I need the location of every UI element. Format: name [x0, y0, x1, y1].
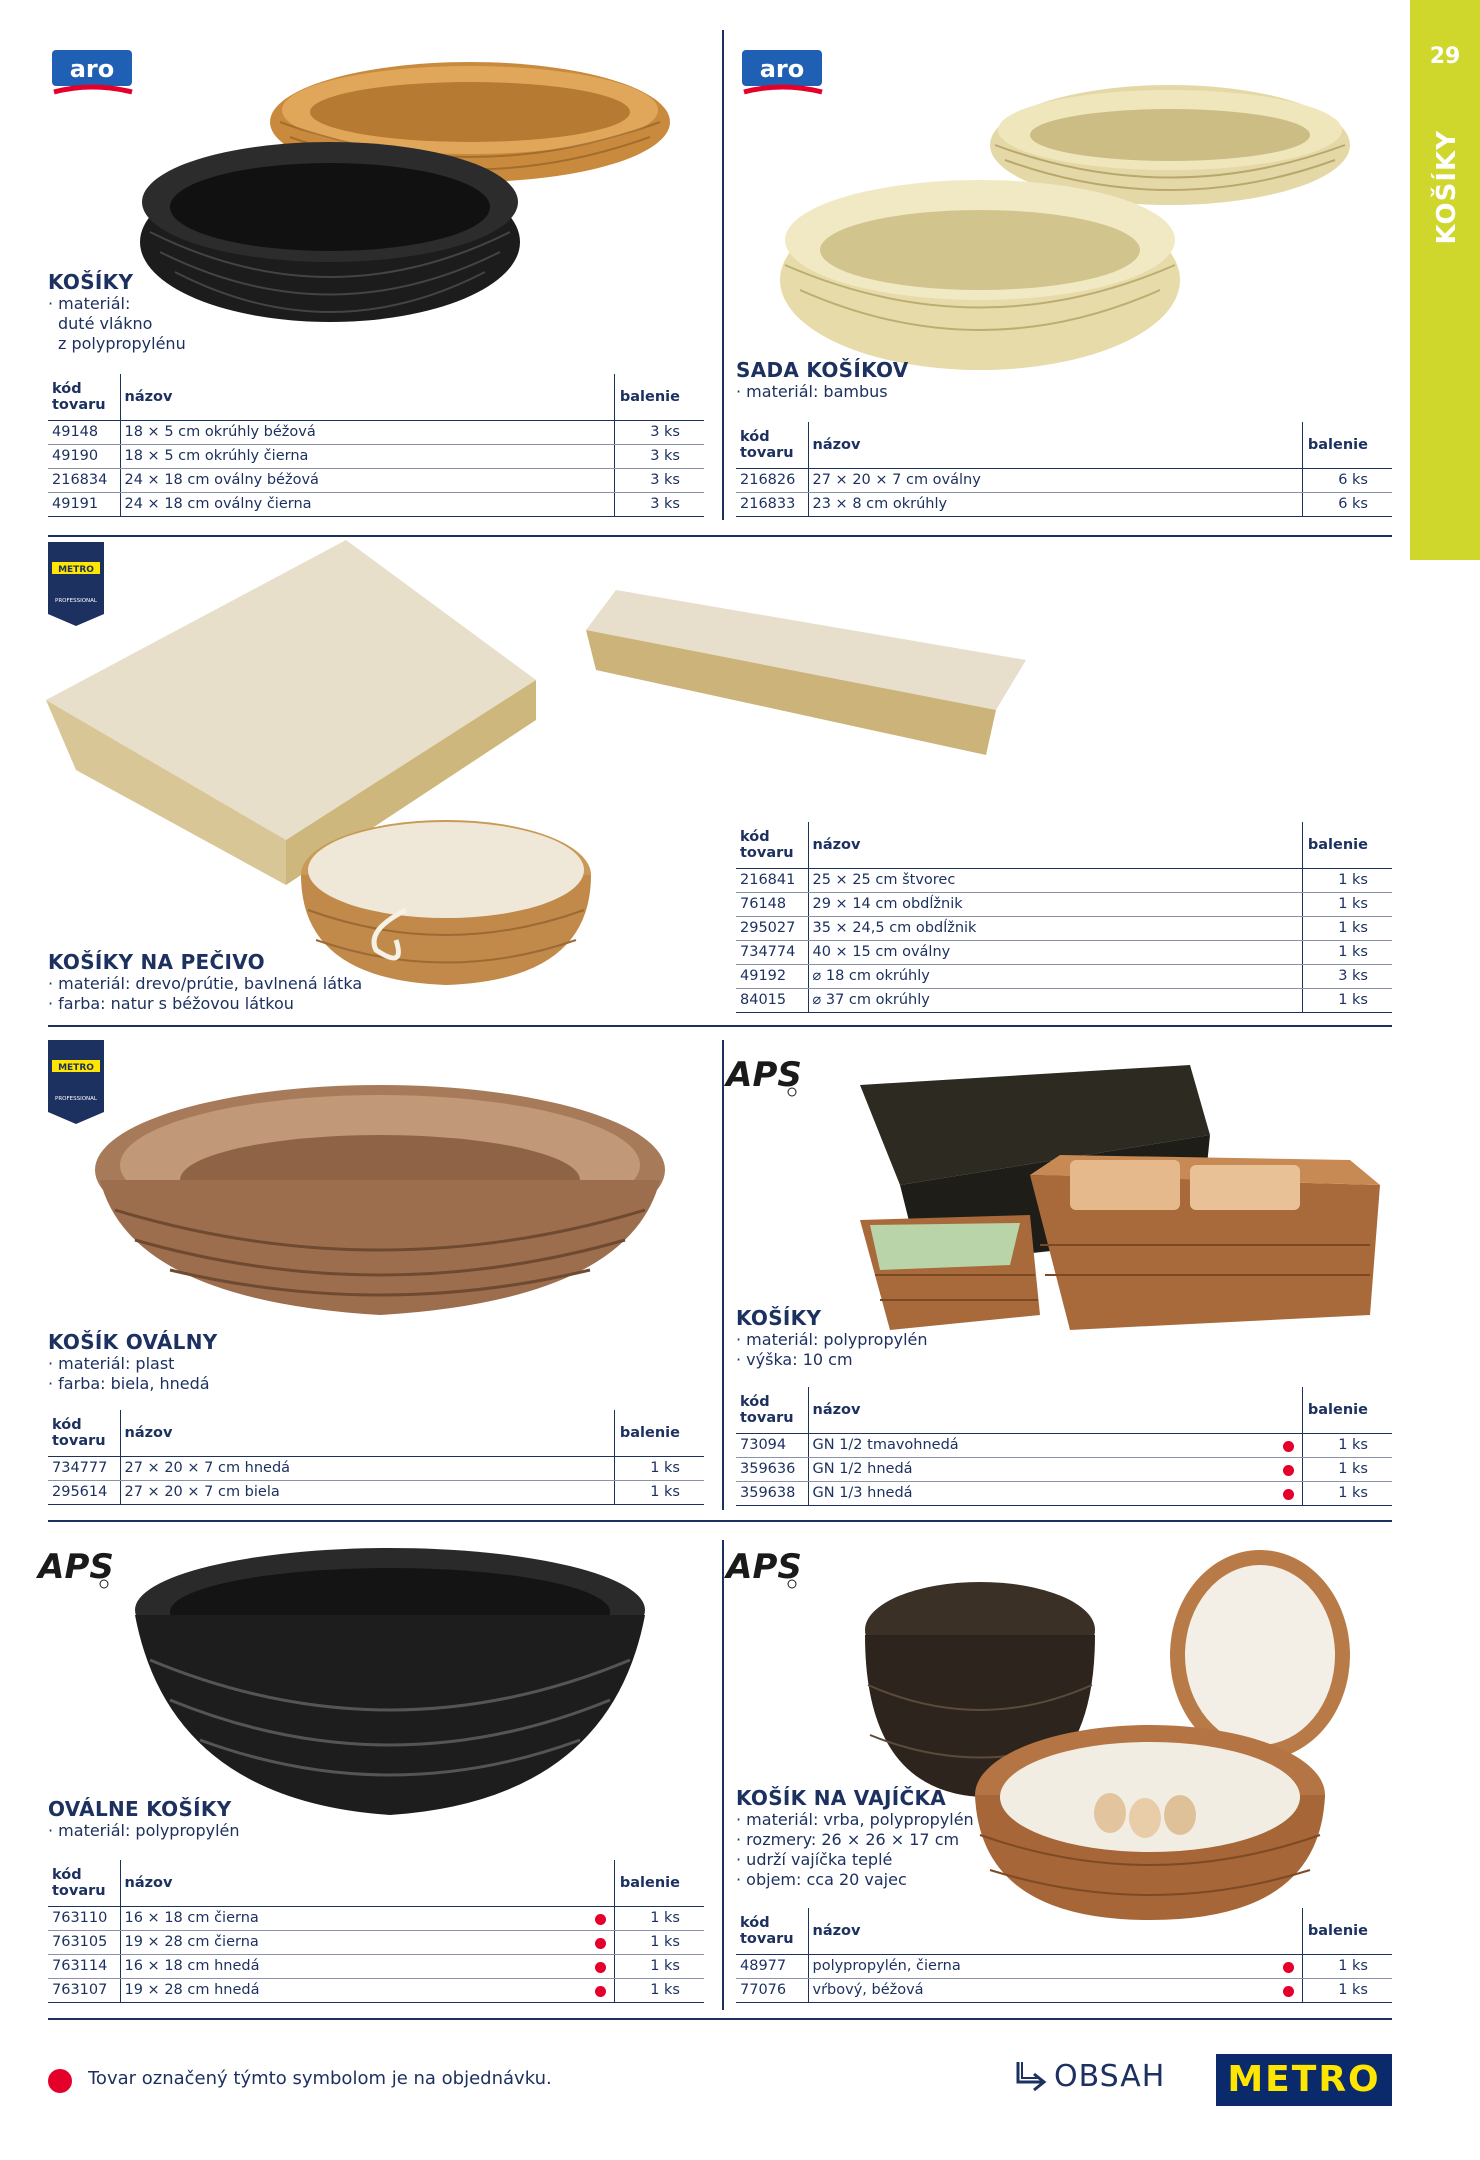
product-pack: 6 ks [1302, 492, 1392, 516]
column-header-pack: balenie [614, 1860, 704, 1906]
feature-line: · výška: 10 cm [736, 1350, 853, 1369]
product-code: 295027 [736, 916, 808, 940]
product-title: KOŠÍKY [736, 1306, 822, 1330]
product-code: 73094 [736, 1433, 808, 1457]
feature-line: · materiál: polypropylén [736, 1330, 928, 1349]
order-legend: Tovar označený týmto symbolom je na objednávku. [88, 2068, 552, 2089]
product-code: 84015 [736, 988, 808, 1012]
svg-text:aro: aro [759, 55, 805, 83]
product-pack: 3 ks [614, 468, 704, 492]
product-pack: 3 ks [614, 492, 704, 516]
feature-line: · farba: natur s béžovou látkou [48, 994, 294, 1013]
order-only-icon [595, 1986, 606, 1997]
product-code: 49148 [48, 420, 120, 444]
order-only-icon [1283, 1441, 1294, 1452]
aps-logo [726, 1532, 802, 1592]
feature-line: · farba: biela, hnedá [48, 1374, 210, 1393]
product-name-text: polypropylén, čierna [812, 1958, 961, 1974]
aps-logo [726, 1040, 802, 1100]
product-code: 763114 [48, 1954, 120, 1978]
product-pack: 1 ks [1302, 1954, 1392, 1978]
product-title: KOŠÍK OVÁLNY [48, 1330, 218, 1354]
product-pack: 3 ks [614, 444, 704, 468]
product-pack: 1 ks [1302, 1457, 1392, 1481]
product-title: KOŠÍK NA VAJÍČKA [736, 1786, 947, 1810]
product-name: 35 × 24,5 cm obdĺžnik [808, 916, 1302, 940]
product-code: 359636 [736, 1457, 808, 1481]
product-table [736, 822, 1392, 1013]
product-code: 49191 [48, 492, 120, 516]
column-divider [722, 1540, 724, 2010]
feature-line: · rozmery: 26 × 26 × 17 cm [736, 1830, 960, 1849]
feature-line: duté vlákno [58, 314, 153, 333]
table-row [48, 1978, 704, 2002]
table-row [736, 468, 1392, 492]
table-row [736, 492, 1392, 516]
product-code: 216833 [736, 492, 808, 516]
table-row [736, 940, 1392, 964]
product-name [808, 1954, 1302, 1978]
feature-line: · materiál: polypropylén [48, 1821, 240, 1840]
product-name-text: vŕbový, béžová [812, 1982, 924, 1998]
product-features [48, 1354, 210, 1394]
product-pack: 1 ks [614, 1978, 704, 2002]
order-only-icon [595, 1938, 606, 1949]
product-code: 76148 [736, 892, 808, 916]
order-only-icon [1283, 1986, 1294, 1997]
table-row [736, 1457, 1392, 1481]
feature-line: · materiál: drevo/prútie, bavlnená látka [48, 974, 363, 993]
product-name [120, 1906, 614, 1930]
product-name-text: GN 1/3 hnedá [812, 1485, 913, 1501]
row-divider [48, 535, 1392, 537]
svg-text:APS: APS [38, 1547, 114, 1587]
product-name: 18 × 5 cm okrúhly čierna [120, 444, 614, 468]
product-pack: 1 ks [1302, 1481, 1392, 1505]
product-features [736, 1330, 928, 1370]
product-pack: 1 ks [614, 1930, 704, 1954]
product-pack: 1 ks [614, 1906, 704, 1930]
svg-text:METRO: METRO [58, 1063, 94, 1073]
product-name: 23 × 8 cm okrúhly [808, 492, 1302, 516]
page-number: 29 [1429, 44, 1461, 69]
product-code: 48977 [736, 1954, 808, 1978]
column-header-pack: balenie [1302, 822, 1392, 868]
product-code: 216841 [736, 868, 808, 892]
column-header-name: názov [808, 422, 1302, 468]
product-name: ⌀ 37 cm okrúhly [808, 988, 1302, 1012]
product-name: 24 × 18 cm oválny čierna [120, 492, 614, 516]
product-name-text: 16 × 18 cm hnedá [124, 1958, 260, 1974]
product-name: 27 × 20 × 7 cm biela [120, 1480, 614, 1504]
table-row [48, 468, 704, 492]
table-row [736, 1433, 1392, 1457]
product-name [120, 1930, 614, 1954]
product-name [120, 1954, 614, 1978]
product-features [48, 1821, 240, 1841]
product-code: 763105 [48, 1930, 120, 1954]
column-header-name: názov [120, 374, 614, 420]
product-features [48, 974, 362, 1014]
row-divider [48, 1025, 1392, 1027]
column-header-code: kód tovaru [736, 422, 808, 468]
product-title: KOŠÍKY NA PEČIVO [48, 950, 265, 974]
product-table [736, 1908, 1392, 2003]
order-only-icon [1283, 1465, 1294, 1476]
product-pack: 1 ks [614, 1456, 704, 1480]
product-table [736, 1387, 1392, 1506]
order-only-icon [595, 1962, 606, 1973]
column-header-name: názov [808, 1908, 1302, 1954]
aps-logo [38, 1532, 114, 1592]
product-name [808, 1481, 1302, 1505]
product-name: 18 × 5 cm okrúhly béžová [120, 420, 614, 444]
column-header-code: kód tovaru [736, 822, 808, 868]
product-pack: 3 ks [1302, 964, 1392, 988]
section-tab [1410, 0, 1480, 560]
return-arrow-icon [1012, 2056, 1052, 2096]
svg-text:PROFESSIONAL: PROFESSIONAL [55, 598, 97, 604]
product-name [808, 1978, 1302, 2002]
svg-text:METRO: METRO [58, 565, 94, 575]
contents-link-label: OBSAH [1054, 2058, 1166, 2094]
product-code: 734777 [48, 1456, 120, 1480]
product-pack: 1 ks [1302, 1978, 1392, 2002]
contents-link[interactable] [1012, 2056, 1165, 2096]
product-features [736, 382, 888, 402]
table-row [736, 964, 1392, 988]
product-code: 77076 [736, 1978, 808, 2002]
feature-line: · materiál: plast [48, 1354, 175, 1373]
product-image-oval-black-baskets [130, 1540, 650, 1820]
product-pack: 6 ks [1302, 468, 1392, 492]
table-row [736, 1481, 1392, 1505]
product-name: ⌀ 18 cm okrúhly [808, 964, 1302, 988]
product-name-text: 16 × 18 cm čierna [124, 1910, 259, 1926]
product-name [808, 1433, 1302, 1457]
product-code: 763110 [48, 1906, 120, 1930]
product-title: OVÁLNE KOŠÍKY [48, 1797, 232, 1821]
table-row [736, 916, 1392, 940]
table-row [48, 492, 704, 516]
column-divider [722, 1040, 724, 1510]
product-pack: 1 ks [1302, 892, 1392, 916]
column-header-name: názov [120, 1410, 614, 1456]
product-name: 24 × 18 cm oválny béžová [120, 468, 614, 492]
product-name: 27 × 20 × 7 cm oválny [808, 468, 1302, 492]
product-code: 216826 [736, 468, 808, 492]
feature-line: · materiál: bambus [736, 382, 888, 401]
table-row [48, 1954, 704, 1978]
column-divider [722, 30, 724, 520]
product-table [736, 422, 1392, 517]
table-row [48, 420, 704, 444]
feature-line: · objem: cca 20 vajec [736, 1870, 907, 1889]
product-pack: 1 ks [1302, 1433, 1392, 1457]
column-header-code: kód tovaru [48, 1410, 120, 1456]
feature-line: · materiál: vrba, polypropylén [736, 1810, 974, 1829]
product-pack: 1 ks [1302, 940, 1392, 964]
product-name-text: 19 × 28 cm hnedá [124, 1982, 260, 1998]
product-code: 295614 [48, 1480, 120, 1504]
row-divider [48, 2018, 1392, 2020]
column-header-code: kód tovaru [736, 1387, 808, 1433]
product-code: 49190 [48, 444, 120, 468]
product-pack: 1 ks [614, 1480, 704, 1504]
column-header-code: kód tovaru [48, 374, 120, 420]
product-code: 49192 [736, 964, 808, 988]
metro-logo-text: METRO [1227, 2059, 1381, 2100]
table-row [48, 444, 704, 468]
metro-logo [1216, 2054, 1392, 2106]
product-name: 40 × 15 cm oválny [808, 940, 1302, 964]
product-name: 25 × 25 cm štvorec [808, 868, 1302, 892]
product-name: 29 × 14 cm obdĺžnik [808, 892, 1302, 916]
product-table [48, 1860, 704, 2003]
product-pack: 1 ks [1302, 868, 1392, 892]
product-name-text: GN 1/2 hnedá [812, 1461, 913, 1477]
table-row [48, 1456, 704, 1480]
column-header-pack: balenie [1302, 1908, 1392, 1954]
table-row [736, 988, 1392, 1012]
product-pack: 1 ks [1302, 988, 1392, 1012]
feature-line: · udrží vajíčka teplé [736, 1850, 893, 1869]
table-row [48, 1480, 704, 1504]
product-features [48, 294, 186, 354]
product-image-bamboo-set [770, 50, 1350, 390]
product-table [48, 374, 704, 517]
product-name [808, 1457, 1302, 1481]
table-row [736, 892, 1392, 916]
table-row [48, 1930, 704, 1954]
product-code: 216834 [48, 468, 120, 492]
section-title: KOŠÍKY [1432, 130, 1462, 245]
svg-text:aro: aro [69, 55, 115, 83]
product-name-text: GN 1/2 tmavohnedá [812, 1437, 959, 1453]
table-row [736, 1954, 1392, 1978]
product-image-oval-basket [90, 1080, 670, 1320]
product-name [120, 1978, 614, 2002]
column-header-pack: balenie [614, 1410, 704, 1456]
column-header-code: kód tovaru [736, 1908, 808, 1954]
column-header-pack: balenie [1302, 422, 1392, 468]
column-header-name: názov [120, 1860, 614, 1906]
row-divider [48, 1520, 1392, 1522]
product-title: SADA KOŠÍKOV [736, 358, 909, 382]
product-title: KOŠÍKY [48, 270, 134, 294]
order-only-icon [1283, 1962, 1294, 1973]
svg-text:APS: APS [726, 1055, 802, 1095]
product-pack: 1 ks [1302, 916, 1392, 940]
column-header-name: názov [808, 1387, 1302, 1433]
product-name: 27 × 20 × 7 cm hnedá [120, 1456, 614, 1480]
column-header-pack: balenie [1302, 1387, 1392, 1433]
svg-text:APS: APS [726, 1547, 802, 1587]
svg-text:PROFESSIONAL: PROFESSIONAL [55, 1096, 97, 1102]
product-image-gn-baskets [860, 1045, 1390, 1335]
column-header-code: kód tovaru [48, 1860, 120, 1906]
product-code: 763107 [48, 1978, 120, 2002]
order-only-icon [48, 2069, 72, 2093]
table-row [736, 868, 1392, 892]
feature-line: · materiál: [48, 294, 131, 313]
product-name-text: 19 × 28 cm čierna [124, 1934, 259, 1950]
column-header-pack: balenie [614, 374, 704, 420]
product-pack: 1 ks [614, 1954, 704, 1978]
product-pack: 3 ks [614, 420, 704, 444]
table-row [48, 1906, 704, 1930]
product-code: 734774 [736, 940, 808, 964]
order-only-icon [595, 1914, 606, 1925]
product-code: 359638 [736, 1481, 808, 1505]
product-features [736, 1810, 974, 1890]
feature-line: z polypropylénu [58, 334, 186, 353]
order-only-icon [1283, 1489, 1294, 1500]
column-header-name: názov [808, 822, 1302, 868]
product-image-baskets-round [120, 52, 680, 370]
product-table [48, 1410, 704, 1505]
table-row [736, 1978, 1392, 2002]
